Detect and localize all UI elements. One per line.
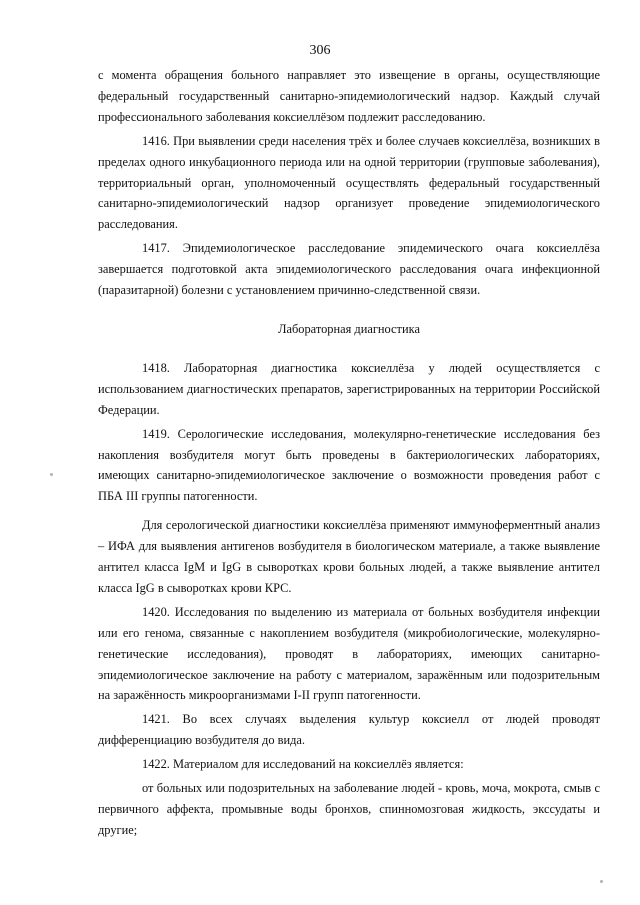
scan-speck: [50, 473, 53, 476]
paragraph-1422: 1422. Материалом для исследований на коксиеллёз является:: [142, 757, 464, 772]
paragraph-1421: 1421. Во всех случаях выделения культур коксиелл от людей проводят дифференциацию возбудителя до вида.: [98, 712, 600, 748]
document-body: [98, 65, 600, 841]
paragraph-1418: 1418. Лабораторная диагностика коксиеллёза у людей осуществляется с использованием диагностических препаратов, зарегистрированных на территории Российской Федерации.: [98, 360, 600, 417]
paragraph-1416: 1416. При выявлении среди населения трёх и более случаев коксиеллёза, возникших в пределах одного инкубационного периода или на одной территории (групповые заболевания), территориальный орган, уполномоченный осуществлять федеральный государственный санитарно-эпидемиологический надзор организует проведение эпидемиологического расследования.: [98, 133, 600, 232]
paragraph-1420: 1420. Исследования по выделению из материала от больных возбудителя инфекции или его генома, связанные с накоплением возбудителя (микробиологические, молекулярно-генетические исследования), проводят в лабораториях, имеющих санитарно-эпидемиологическое заключение на работу с материалом, заражённым или подозрительным на заражённость микроорганизмами I-II групп патогенности.: [98, 604, 600, 703]
section-heading: Лабораторная диагностика: [278, 321, 420, 336]
paragraph-1417: 1417. Эпидемиологическое расследование эпидемического очага коксиеллёза завершается подготовкой акта эпидемиологического расследования очага инфекционной (паразитарной) болезни с установлением причинно-следственной связи.: [98, 241, 600, 298]
paragraph-continuation: с момента обращения больного направляет это извещение в органы, осуществляющие федеральный государственный санитарно-эпидемиологический надзор. Каждый случай профессионального заболевания коксиеллёзом подлежит расследованию.: [98, 68, 600, 124]
paragraph-serology: Для серологической диагностики коксиеллёза применяют иммуноферментный анализ – ИФА для выявления антигенов возбудителя в биологическом материале, а также выявление антител класса IgM и IgG в сыворотках крови больных людей, а также выявление антител класса IgG в сыворотках крови КРС.: [98, 518, 600, 595]
page-number: 306: [309, 43, 331, 58]
paragraph-materials: от больных или подозрительных на заболевание людей - кровь, моча, мокрота, смыв с первичного аффекта, промывные воды бронхов, спинномозговая жидкость, экссудаты и другие;: [98, 781, 600, 837]
scan-speck: [600, 880, 603, 883]
paragraph-1419: 1419. Серологические исследования, молекулярно-генетические исследования без накопления возбудителя могут быть проведены в бактериологических лабораториях, имеющих санитарно-эпидемиологическое заключение о возможности проведения работ с ПБА III группы патогенности.: [98, 426, 600, 504]
